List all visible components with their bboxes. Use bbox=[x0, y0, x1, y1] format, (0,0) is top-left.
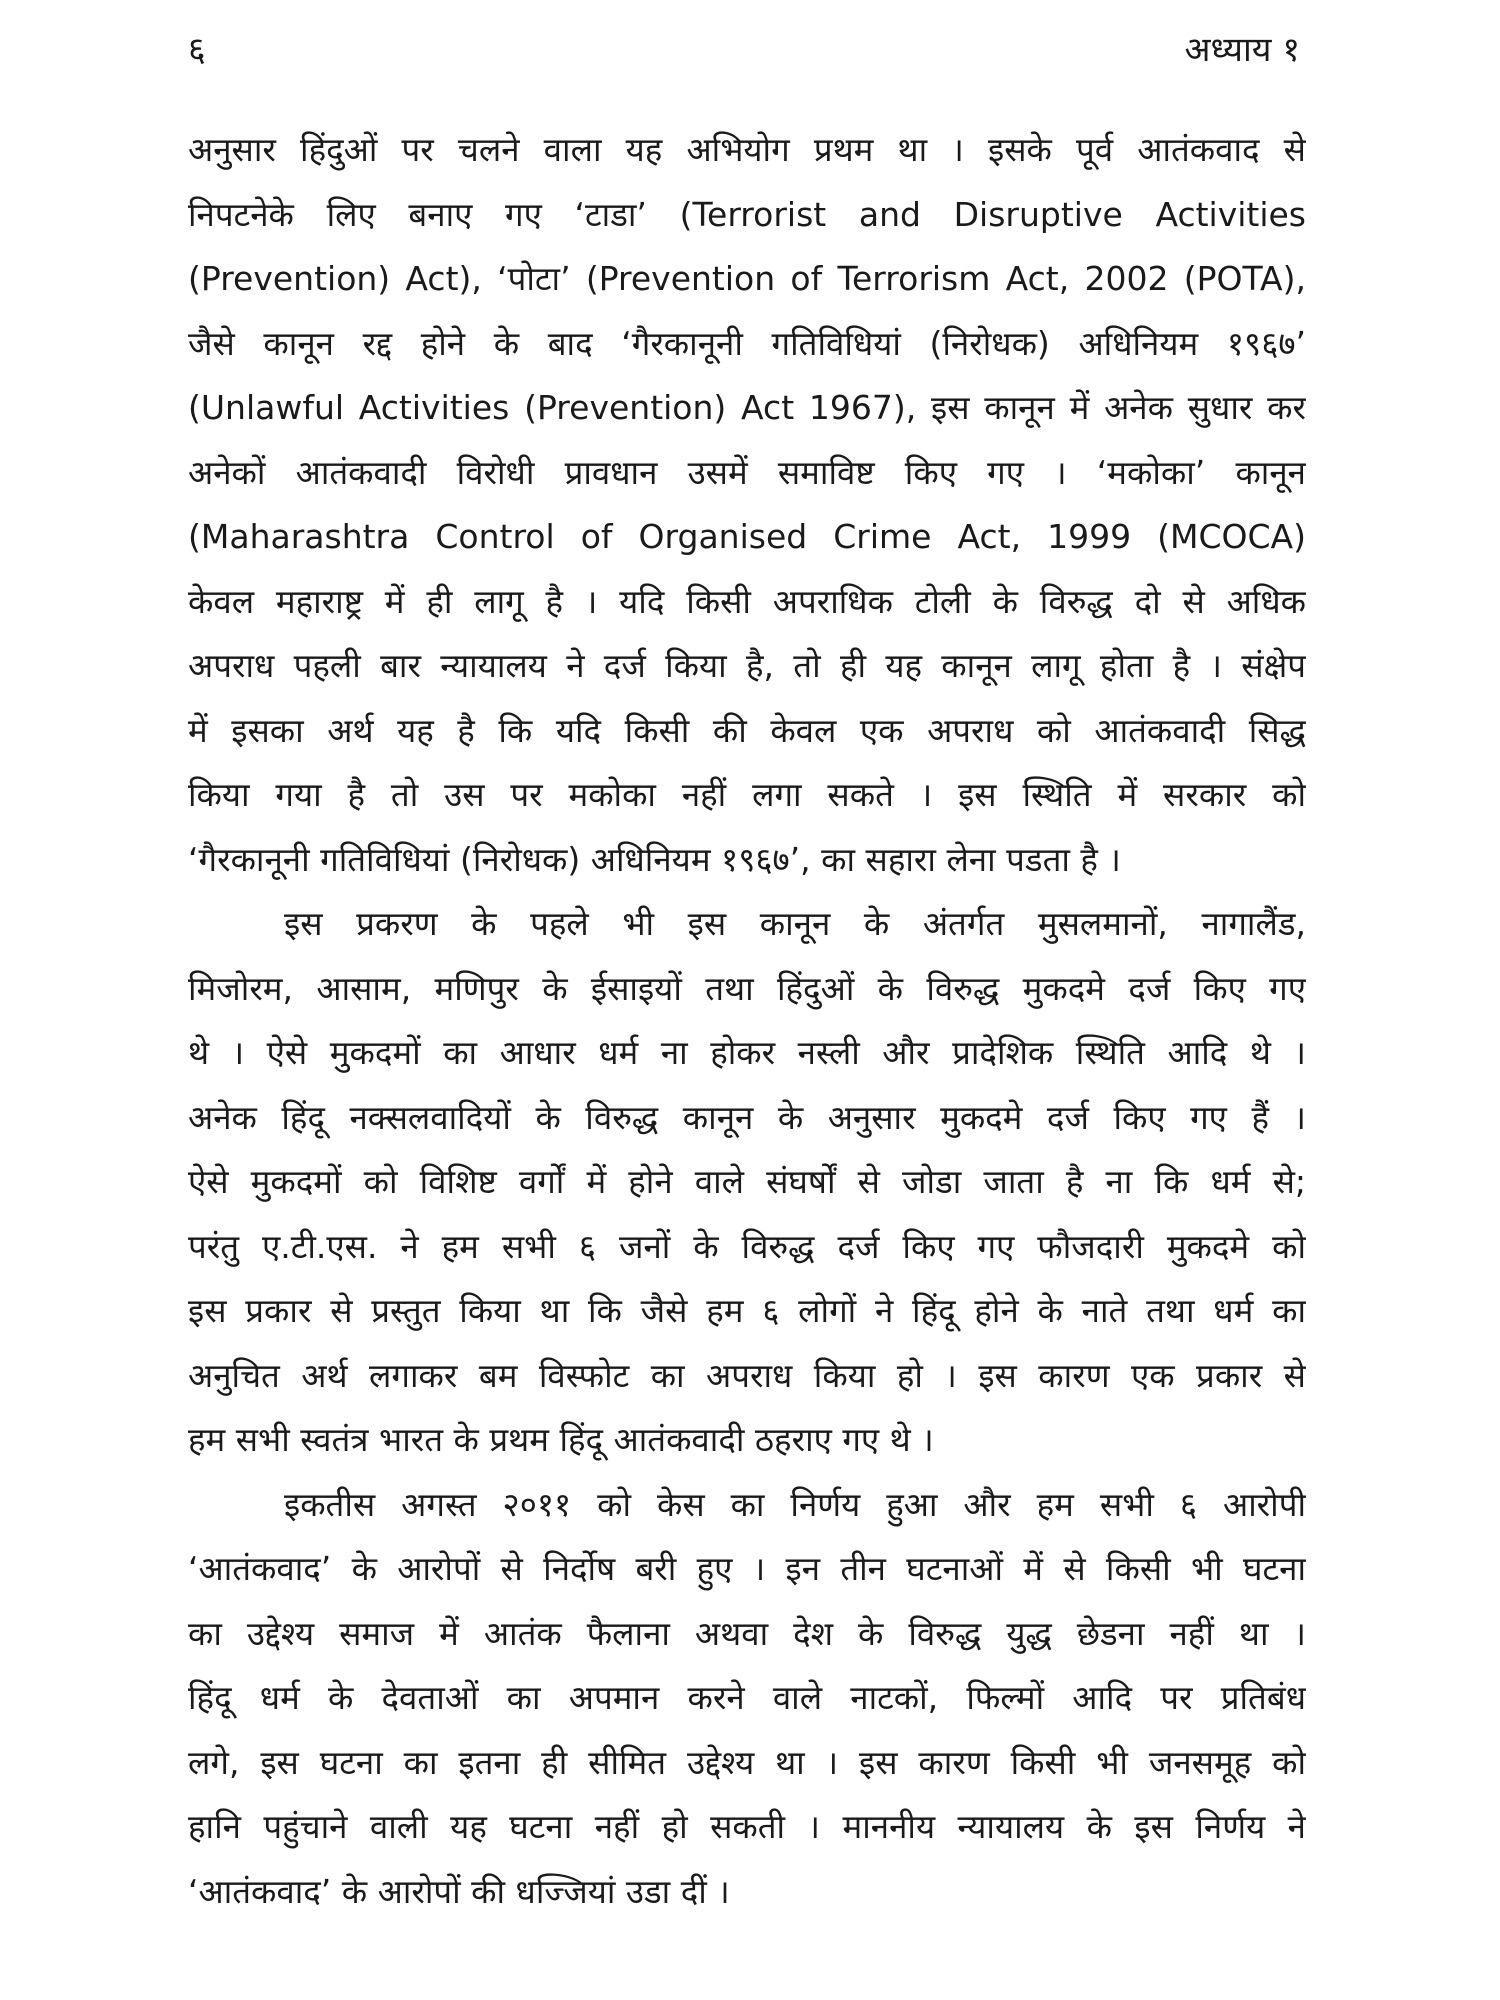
page-number: ६ bbox=[188, 30, 206, 70]
text-line: (Maharashtra Control of Organised Crime Act, 1999 (MCOCA) bbox=[188, 517, 1306, 556]
text-line: जैसे कानून रद्द होने के बाद ‘गैरकानूनी गतिविधियां (निरोधक) अधिनियम १९६७’ bbox=[188, 323, 1306, 363]
text-line: मिजोरम, आसाम, मणिपुर के ईसाइयों तथा हिंदुओं के विरुद्ध मुकदमे दर्ज किए गए bbox=[188, 968, 1306, 1008]
text-line: का उद्देश्य समाज में आतंक फैलाना अथवा देश के विरुद्ध युद्ध छेडना नहीं था । bbox=[188, 1613, 1306, 1653]
paragraph-1 bbox=[188, 118, 1306, 892]
text-line: हम सभी स्वतंत्र भारत के प्रथम हिंदू आतंकवादी ठहराए गए थे । bbox=[188, 1420, 934, 1459]
text-line: ‘आतंकवाद’ के आरोपों की धज्जियां उडा दीं । bbox=[188, 1871, 730, 1911]
text-line: इस प्रकार से प्रस्तुत किया था कि जैसे हम ६ लोगों ने हिंदू होने के नाते तथा धर्म का bbox=[188, 1291, 1306, 1330]
text-line: इकतीस अगस्त २०११ को केस का निर्णय हुआ और हम सभी ६ आरोपी bbox=[284, 1484, 1306, 1524]
text-line: हिंदू धर्म के देवताओं का अपमान करने वाले नाटकों, फिल्मों आदि पर प्रतिबंध bbox=[188, 1678, 1306, 1717]
text-line: हानि पहुंचाने वाली यह घटना नहीं हो सकती । माननीय न्यायालय के इस निर्णय ने bbox=[188, 1807, 1306, 1846]
paragraph-3 bbox=[188, 1473, 1306, 1925]
text-line: अनुचित अर्थ लगाकर बम विस्फोट का अपराध किया हो । इस कारण एक प्रकार से bbox=[188, 1355, 1306, 1395]
text-line: अनेकों आतंकवादी विरोधी प्रावधान उसमें समाविष्ट किए गए । ‘मकोका’ कानून bbox=[188, 452, 1306, 492]
text-line: केवल महाराष्ट्र में ही लागू है । यदि किसी अपराधिक टोली के विरुद्ध दो से अधिक bbox=[188, 581, 1306, 621]
text-line: (Prevention) Act), ‘पोटा’ (Prevention of Terrorism Act, 2002 (POTA), bbox=[188, 259, 1306, 298]
text-line: किया गया है तो उस पर मकोका नहीं लगा सकते । इस स्थिति में सरकार को bbox=[188, 775, 1306, 814]
text-line: ‘आतंकवाद’ के आरोपों से निर्दोष बरी हुए । इन तीन घटनाओं में से किसी भी घटना bbox=[188, 1549, 1306, 1588]
text-line: निपटनेके लिए बनाए गए ‘टाडा’ (Terrorist and Disruptive Activities bbox=[188, 194, 1306, 234]
body-text bbox=[188, 118, 1306, 1924]
text-line: अनुसार हिंदुओं पर चलने वाला यह अभियोग प्रथम था । इसके पूर्व आतंकवाद से bbox=[188, 130, 1306, 169]
text-line: अनेक हिंदू नक्सलवादियों के विरुद्ध कानून के अनुसार मुकदमे दर्ज किए गए हैं । bbox=[188, 1097, 1306, 1137]
text-line: लगे, इस घटना का इतना ही सीमित उद्देश्य था । इस कारण किसी भी जनसमूह को bbox=[188, 1742, 1306, 1782]
text-line: में इसका अर्थ यह है कि यदि किसी की केवल एक अपराध को आतंकवादी सिद्ध bbox=[188, 710, 1306, 750]
text-line: ‘गैरकानूनी गतिविधियां (निरोधक) अधिनियम १९६७’, का सहारा लेना पडता है । bbox=[188, 839, 1121, 879]
text-line: परंतु ए.टी.एस. ने हम सभी ६ जनों के विरुद्ध दर्ज किए गए फौजदारी मुकदमे को bbox=[188, 1226, 1306, 1266]
text-line: अपराध पहली बार न्यायालय ने दर्ज किया है, तो ही यह कानून लागू होता है । संक्षेप bbox=[188, 646, 1306, 685]
text-line: थे । ऐसे मुकदमों का आधार धर्म ना होकर नस्ली और प्रादेशिक स्थिति आदि थे । bbox=[188, 1033, 1306, 1072]
text-line: इस प्रकरण के पहले भी इस कानून के अंतर्गत मुसलमानों, नागालैंड, bbox=[284, 904, 1306, 943]
text-line: ऐसे मुकदमों को विशिष्ट वर्गों में होने वाले संघर्षों से जोडा जाता है ना कि धर्म से; bbox=[188, 1162, 1306, 1201]
chapter-label: अध्याय १ bbox=[1184, 30, 1300, 70]
paragraph-2 bbox=[188, 892, 1306, 1473]
running-head bbox=[188, 22, 1300, 78]
text-line: (Unlawful Activities (Prevention) Act 1967), इस कानून में अनेक सुधार कर bbox=[188, 388, 1306, 427]
